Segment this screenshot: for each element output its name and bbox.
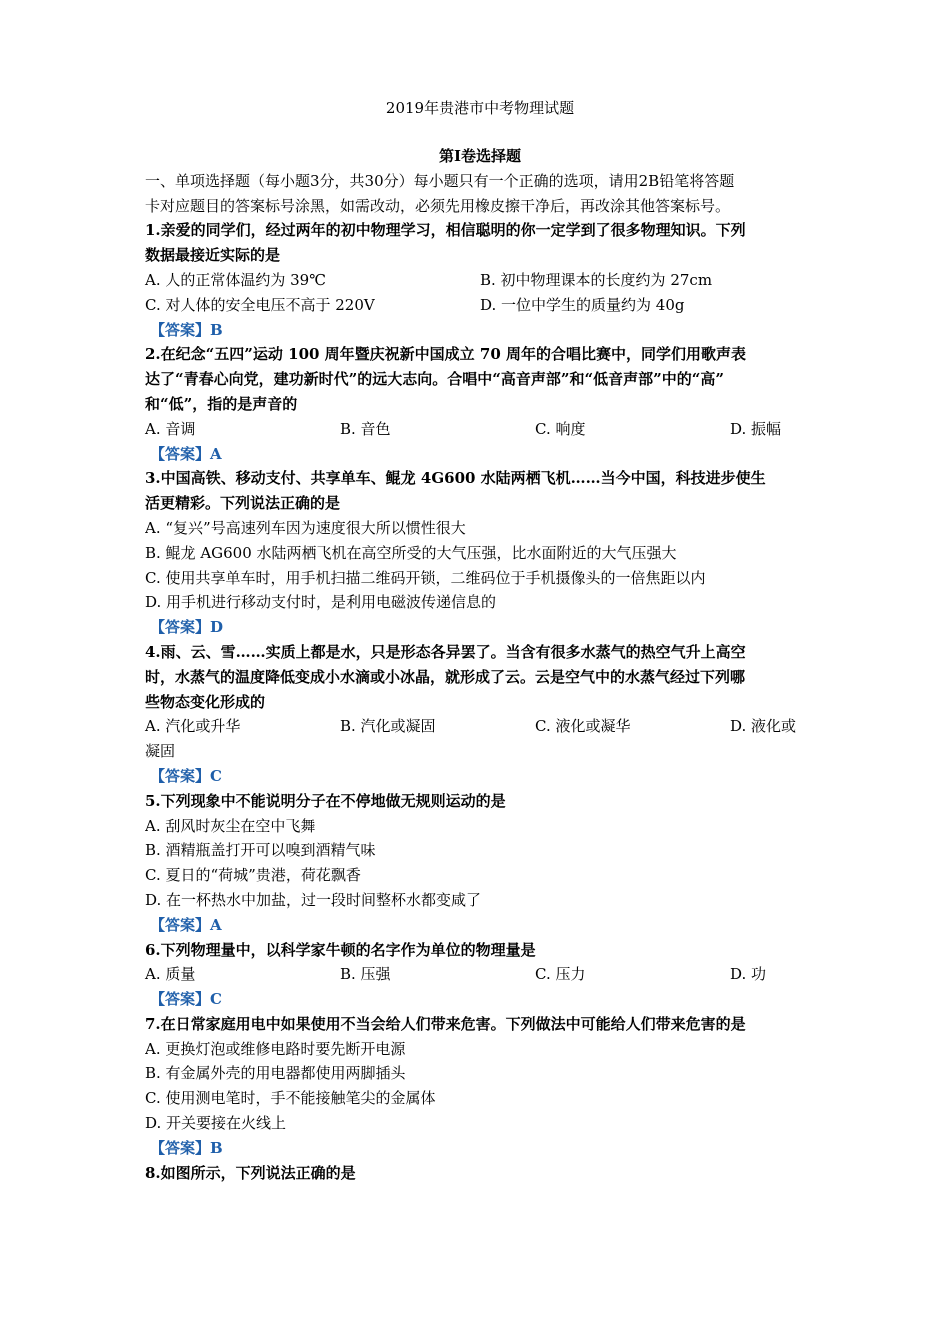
answer-label: 【答案】 [150, 766, 211, 785]
question-1 [145, 218, 815, 342]
question-8 [145, 1161, 815, 1186]
spacer [145, 120, 815, 144]
option-b: B. 压强 [340, 965, 391, 984]
option-d-continued: 凝固 [145, 742, 176, 761]
question-stem: 3.中国高铁、移动支付、共享单车、鲲龙 4G600 水陆两栖飞机……当今中国，科技进步使生 [145, 469, 766, 488]
option-a: A. 人的正常体温约为 39℃ [145, 270, 327, 289]
option-b: B. 酒精瓶盖打开可以嗅到酒精气味 [145, 841, 376, 860]
options-row [145, 962, 815, 987]
option-c: C. 响度 [535, 419, 586, 438]
question-2 [145, 342, 815, 466]
question-stem: 7.在日常家庭用电中如果使用不当会给人们带来危害。下列做法中可能给人们带来危害的是 [145, 1014, 746, 1033]
options-row [145, 714, 815, 739]
question-4 [145, 640, 815, 789]
document-page [145, 96, 815, 1185]
answer [145, 987, 815, 1012]
option-d: D. 液化或 [730, 717, 797, 736]
instructions-line-2: 卡对应题目的答案标号涂黑，如需改动，必须先用橡皮擦干净后，再改涂其他答案标号。 [145, 196, 731, 215]
answer [145, 764, 815, 789]
question-stem: 2.在纪念“五四”运动 100 周年暨庆祝新中国成立 70 周年的合唱比赛中，同学们用歌声表 [145, 345, 746, 364]
option-c: C. 对人体的安全电压不高于 220V [145, 295, 375, 314]
answer [145, 442, 815, 467]
option-c: C. 夏日的“荷城”贵港，荷花飘香 [145, 866, 361, 885]
option-b: B. 音色 [340, 419, 391, 438]
answer-value: C [210, 990, 222, 1009]
answer [145, 318, 815, 343]
answer-label: 【答案】 [150, 915, 211, 934]
option-a: A. 刮风时灰尘在空中飞舞 [145, 816, 316, 835]
option-d: D. 用手机进行移动支付时，是利用电磁波传递信息的 [145, 593, 497, 612]
option-b: B. 鲲龙 AG600 水陆两栖飞机在高空所受的大气压强，比水面附近的大气压强大 [145, 543, 677, 562]
options-row [145, 268, 815, 293]
option-a: A. 质量 [145, 965, 196, 984]
question-stem: 8.如图所示，下列说法正确的是 [145, 1163, 356, 1182]
question-stem: 时，水蒸气的温度降低变成小水滴或小冰晶，就形成了云。云是空气中的水蒸气经过下列哪 [145, 667, 746, 686]
document-title: 2019年贵港市中考物理试题 [385, 99, 575, 117]
option-a: A. “复兴”号高速列车因为速度很大所以惯性很大 [145, 518, 466, 537]
option-d: D. 开关要接在火线上 [145, 1114, 287, 1133]
question-6 [145, 938, 815, 1012]
options-row [145, 293, 815, 318]
option-d: D. 在一杯热水中加盐，过一段时间整杯水都变咸了 [145, 890, 482, 909]
option-d: D. 振幅 [730, 419, 782, 438]
answer [145, 1136, 815, 1161]
question-stem: 6.下列物理量中，以科学家牛顿的名字作为单位的物理量是 [145, 940, 536, 959]
option-c: C. 液化或凝华 [535, 717, 631, 736]
answer [145, 913, 815, 938]
answer-value: B [210, 320, 223, 339]
instructions-line-1: 一、单项选择题（每小题3分，共30分）每小题只有一个正确的选项，请用2B铅笔将答题 [145, 171, 735, 190]
question-stem: 活更精彩。下列说法正确的是 [145, 494, 341, 513]
option-b: B. 汽化或凝固 [340, 717, 436, 736]
option-b: B. 初中物理课本的长度约为 27cm [480, 270, 713, 289]
question-5 [145, 789, 815, 938]
option-c: C. 使用测电笔时，手不能接触笔尖的金属体 [145, 1089, 436, 1108]
question-stem: 5.下列现象中不能说明分子在不停地做无规则运动的是 [145, 791, 506, 810]
section-title: 第I卷选择题 [438, 147, 522, 165]
answer-label: 【答案】 [150, 320, 211, 339]
option-b: B. 有金属外壳的用电器都使用两脚插头 [145, 1064, 406, 1083]
option-a: A. 更换灯泡或维修电路时要先断开电源 [145, 1039, 406, 1058]
question-stem: 数据最接近实际的是 [145, 246, 281, 265]
answer-value: D [210, 618, 224, 637]
answer-value: A [210, 444, 222, 463]
option-a: A. 音调 [145, 419, 196, 438]
answer-value: C [210, 766, 222, 785]
answer-label: 【答案】 [150, 990, 211, 1009]
answer-value: B [210, 1138, 223, 1157]
option-a: A. 汽化或升华 [145, 717, 241, 736]
question-stem: 些物态变化形成的 [145, 692, 266, 711]
option-c: C. 压力 [535, 965, 586, 984]
question-7 [145, 1012, 815, 1161]
options-row [145, 417, 815, 442]
answer-label: 【答案】 [150, 618, 211, 637]
question-stem: 和“低”，指的是声音的 [145, 394, 298, 413]
answer [145, 615, 815, 640]
question-stem: 1.亲爱的同学们，经过两年的初中物理学习，相信聪明的你一定学到了很多物理知识。下列 [145, 221, 746, 240]
option-d: D. 一位中学生的质量约为 40g [480, 295, 685, 314]
question-stem: 达了“青春心向党，建功新时代”的远大志向。合唱中“高音声部”和“低音声部”中的“高” [145, 370, 725, 389]
answer-value: A [210, 915, 222, 934]
answer-label: 【答案】 [150, 444, 211, 463]
option-d: D. 功 [730, 965, 767, 984]
option-c: C. 使用共享单车时，用手机扫描二维码开锁，二维码位于手机摄像头的一倍焦距以内 [145, 568, 706, 587]
answer-label: 【答案】 [150, 1138, 211, 1157]
question-stem: 4.雨、云、雪……实质上都是水，只是形态各异罢了。当含有很多水蒸气的热空气升上高空 [145, 642, 746, 661]
question-3 [145, 466, 815, 640]
